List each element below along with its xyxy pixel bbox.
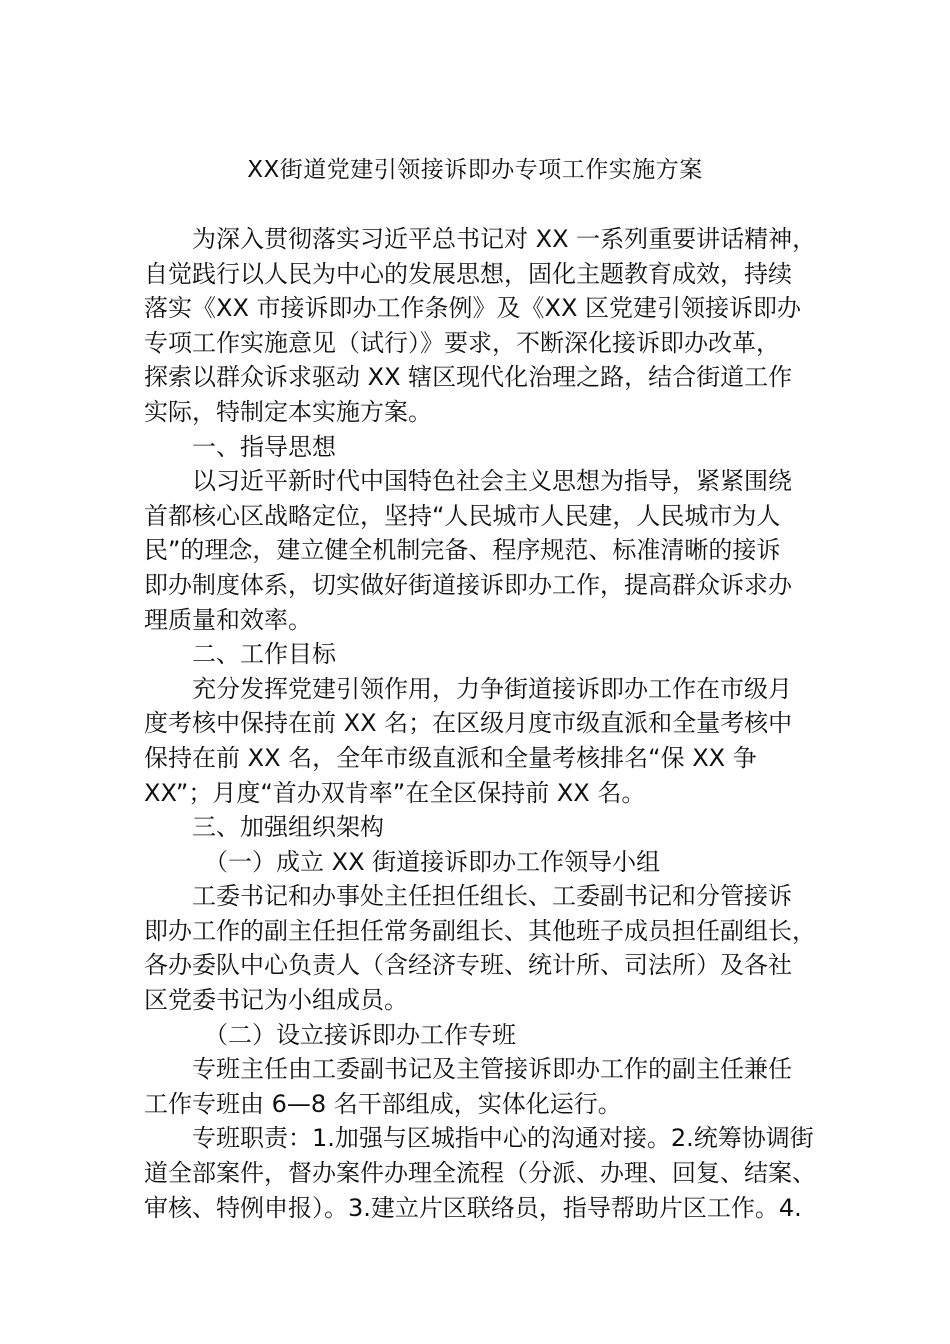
paragraph-line: 实际，特制定本实施方案。: [144, 397, 432, 426]
paragraph-line: 理质量和效率。: [144, 605, 312, 634]
subsection-heading: （一）成立 XX 街道接诉即办工作领导小组: [204, 847, 661, 876]
section-heading: 三、加强组织架构: [192, 813, 384, 842]
paragraph-line: 首都核心区战略定位，坚持“人民城市人民建，人民城市为人: [144, 501, 781, 530]
paragraph-line: 即办工作的副主任担任常务副组长、其他班子成员担任副组长，: [144, 916, 816, 945]
paragraph-line: 探索以群众诉求驱动 XX 辖区现代化治理之路，结合街道工作: [144, 363, 793, 392]
paragraph-line: 道全部案件，督办案件办理全流程（分派、办理、回复、结案、: [144, 1159, 816, 1188]
paragraph-line: 审核、特例申报）。3.建立片区联络员，指导帮助片区工作。4.: [144, 1193, 802, 1222]
paragraph-line: 自觉践行以人民为中心的发展思想，固化主题教育成效，持续: [144, 259, 792, 288]
paragraph-line: 工作专班由 6—8 名干部组成，实体化运行。: [144, 1089, 622, 1118]
paragraph-line: 区党委书记为小组成员。: [144, 986, 408, 1015]
paragraph-line: 度考核中保持在前 XX 名；在区级月度市级直派和全量考核中: [144, 709, 793, 738]
paragraph-line: 保持在前 XX 名，全年市级直派和全量考核排名“保 XX 争: [144, 743, 757, 772]
subsection-heading: （二）设立接诉即办工作专班: [204, 1020, 516, 1049]
section-heading: 一、指导思想: [192, 432, 336, 461]
paragraph-line: 落实《XX 市接诉即办工作条例》及《XX 区党建引领接诉即办: [144, 294, 802, 323]
paragraph-line: 专班主任由工委副书记及主管接诉即办工作的副主任兼任: [192, 1055, 792, 1084]
document-title: XX街道党建引领接诉即办专项工作实施方案: [247, 157, 703, 183]
paragraph-line: 以习近平新时代中国特色社会主义思想为指导，紧紧围绕: [192, 467, 792, 496]
paragraph-line: 工委书记和办事处主任担任组长、工委副书记和分管接诉: [192, 882, 792, 911]
paragraph-line: 专项工作实施意见（试行）》要求，不断深化接诉即办改革，: [144, 328, 780, 357]
paragraph-line: 各办委队中心负责人（含经济专班、统计所、司法所）及各社: [144, 951, 792, 980]
document-body: [144, 222, 817, 1225]
paragraph-line: 专班职责：1.加强与区城指中心的沟通对接。2.统筹协调街: [192, 1124, 814, 1153]
paragraph-line: 即办制度体系，切实做好街道接诉即办工作，提高群众诉求办: [144, 570, 792, 599]
paragraph-line: 充分发挥党建引领作用，力争街道接诉即办工作在市级月: [192, 674, 792, 703]
section-heading: 二、工作目标: [192, 640, 336, 669]
paragraph-line: XX”；月度“首办双肯率”在全区保持前 XX 名。: [144, 778, 646, 807]
paragraph-line: 民”的理念，建立健全机制完备、程序规范、标准清晰的接诉: [144, 536, 781, 565]
paragraph-line: 为深入贯彻落实习近平总书记对 XX 一系列重要讲话精神，: [192, 225, 817, 253]
